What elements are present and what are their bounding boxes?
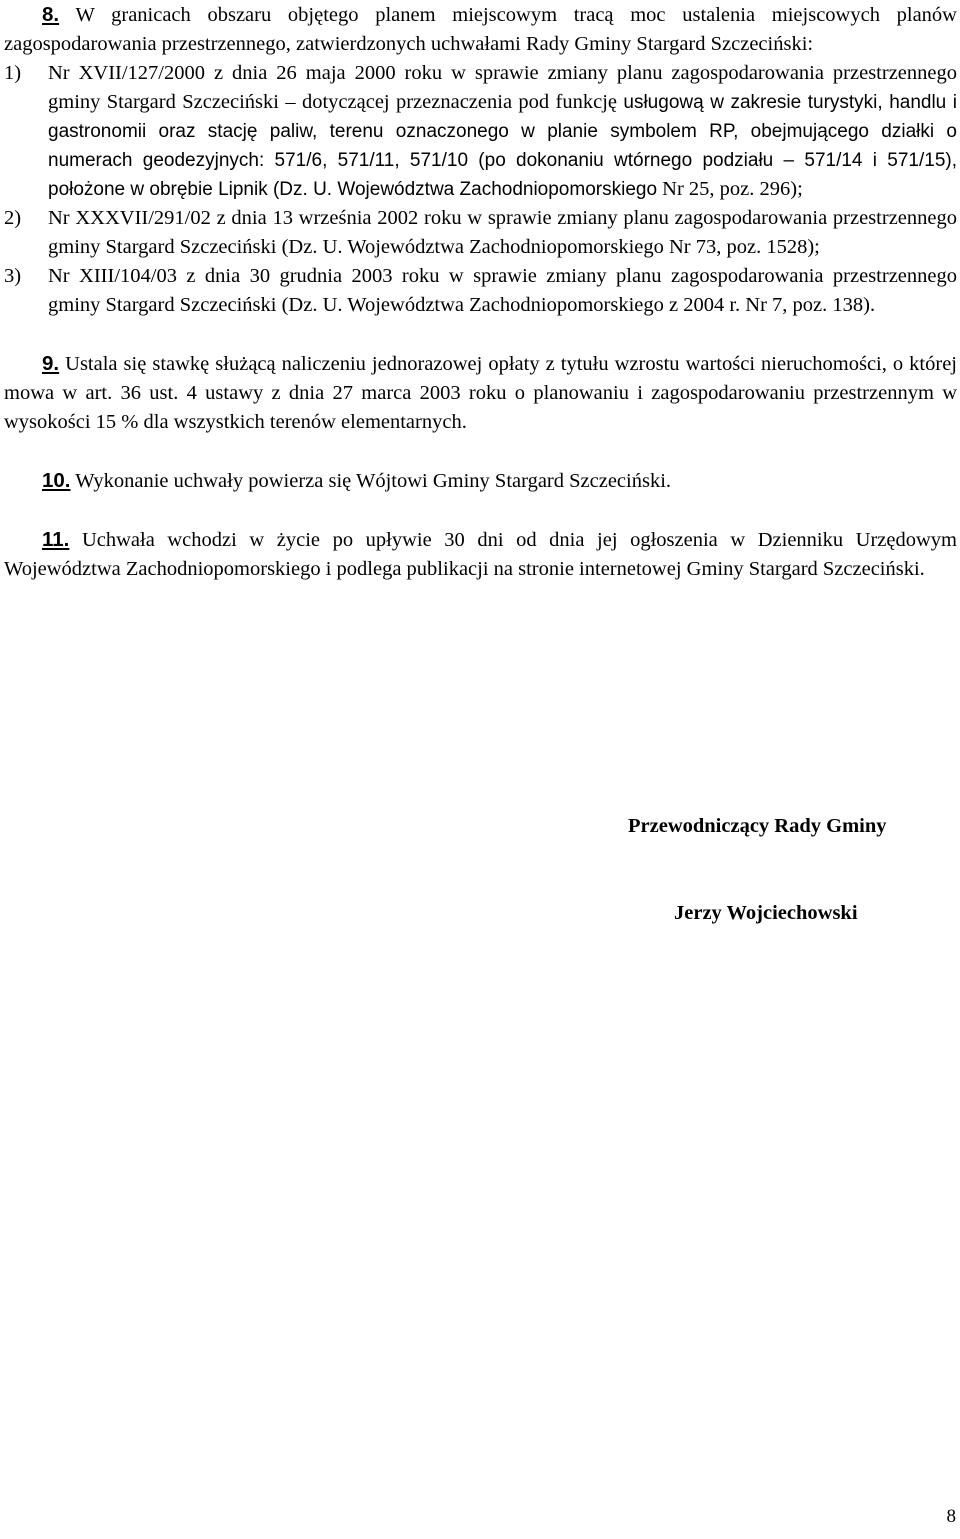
section-10-text: Wykonanie uchwały powierza się Wójtowi Gminy Stargard Szczeciński.	[75, 470, 672, 492]
list-item	[4, 204, 957, 262]
section-11-number: 11.	[42, 528, 70, 551]
list-item-number: 2)	[4, 207, 22, 229]
list-item-text-part-3: Nr 25, poz. 296);	[662, 178, 803, 200]
list-item-text: Nr XIII/104/03 z dnia 30 grudnia 2003 roku w sprawie zmiany planu zagospodarowania przestrzennego gminy Stargard Szczeciński (Dz. U. Województwa Zachodniopomorskiego z 2004 r. Nr 7, poz. 138).	[48, 265, 957, 316]
list-item-number: 3)	[4, 265, 22, 287]
list-item	[4, 262, 957, 320]
section-10	[4, 466, 957, 496]
list-item-number: 1)	[4, 62, 22, 84]
section-11-text: Uchwała wchodzi w życie po upływie 30 dni od dnia jej ogłoszenia w Dzienniku Urzędowym Województwa Zachodniopomorskiego i podlega publikacji na stronie internetowej Gminy Stargard Szczeciński.	[4, 529, 958, 580]
list-item-text: Nr XXXVII/291/02 z dnia 13 września 2002 roku w sprawie zmiany planu zagospodarowania przestrzennego gminy Stargard Szczeciński (Dz. U. Województwa Zachodniopomorskiego Nr 73, poz. 1528);	[48, 207, 957, 258]
section-9-number: 9.	[42, 352, 60, 375]
section-8-intro	[4, 0, 957, 59]
signature-name: Jerzy Wojciechowski	[674, 902, 858, 924]
list-item-text-part-1: Nr XVII/127/2000 z dnia 26 maja 2000 roku w sprawie zmiany planu zagospodarowania przestrzennego gminy Stargard Szczeciński – dotyczącej przeznaczenia pod funkcję	[48, 62, 957, 113]
section-11	[4, 525, 957, 584]
document-page	[4, 0, 957, 584]
section-9	[4, 349, 957, 437]
section-10-number: 10.	[42, 469, 71, 492]
list-item-text-part-2: usługową w zakresie turystyki, handlu i gastronomii oraz stację paliw, terenu oznaczonego w planie symbolem RP, obejmującego działki o numerach geodezyjnych: 571/6, 571/11, 571/10 (po dokonaniu wtórnego podziału – 571/14 i 571/15), położone w obrębie Lipnik (Dz. U. Województwa Zachodniopomorskiego	[48, 92, 957, 200]
section-8-number: 8.	[42, 3, 60, 26]
page-number: 8	[946, 1506, 956, 1527]
signature-title: Przewodniczący Rady Gminy	[628, 815, 887, 837]
section-9-text: Ustala się stawkę służącą naliczeniu jednorazowej opłaty z tytułu wzrostu wartości nieruchomości, o której mowa w art. 36 ust. 4 ustawy z dnia 27 marca 2003 roku o planowaniu i zagospodarowaniu przestrzennym w wysokości 15 % dla wszystkich terenów elementarnych.	[4, 353, 957, 433]
repealed-plans-list	[4, 59, 957, 320]
section-8-intro-text: W granicach obszaru objętego planem miejscowym tracą moc ustalenia miejscowych planów zagospodarowania przestrzennego, zatwierdzonych uchwałami Rady Gminy Stargard Szczeciński:	[4, 4, 957, 55]
list-item	[4, 59, 957, 204]
